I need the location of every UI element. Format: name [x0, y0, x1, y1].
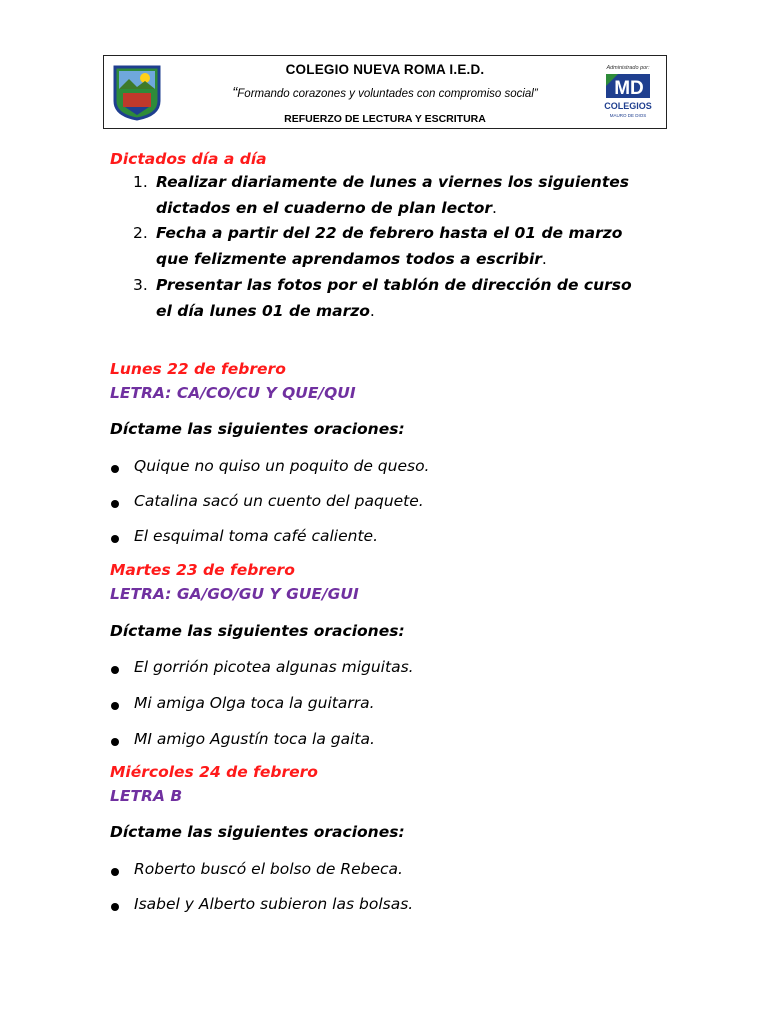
bullet-icon — [111, 465, 119, 473]
intro-item-3-period: . — [369, 302, 375, 320]
logo-top-text: Administrado por: — [606, 65, 650, 71]
intro-item-3-line2 — [156, 302, 375, 320]
intro-item-2-period: . — [541, 250, 547, 268]
sentence-text: Catalina sacó un cuento del paquete. — [134, 492, 424, 510]
intro-item-2-line2 — [156, 250, 547, 268]
intro-item-3-line2-text: el día lunes 01 de marzo — [156, 302, 370, 320]
motto-close-quote: ” — [533, 88, 538, 100]
bullet-icon — [111, 666, 119, 674]
intro-item-1-number: 1. — [133, 173, 148, 191]
school-name: COLEGIO NUEVA ROMA I.E.D. — [285, 62, 485, 77]
day-1-title: Lunes 22 de febrero — [110, 360, 286, 378]
day-1-letter: LETRA: CA/CO/CU Y QUE/QUI — [110, 384, 356, 402]
motto-open-quote: “ — [232, 84, 238, 101]
bullet-icon — [111, 500, 119, 508]
intro-item-3-line1: Presentar las fotos por el tablón de dirección de curso — [156, 276, 632, 294]
intro-item-3-number: 3. — [133, 276, 148, 294]
motto-text: Formando corazones y voluntades con compromiso social — [237, 88, 534, 100]
day-2-letter: LETRA: GA/GO/GU Y GUE/GUI — [110, 585, 359, 603]
bullet-icon — [111, 903, 119, 911]
intro-item-2-line1: Fecha a partir del 22 de febrero hasta el 01 de marzo — [156, 224, 623, 242]
day-3-letter: LETRA B — [110, 787, 183, 805]
sentence-text: El gorrión picotea algunas miguitas. — [134, 658, 414, 676]
document-header — [103, 55, 667, 129]
logo-sub: MAURO DE DIOS — [609, 113, 647, 118]
day-2-prompt: Díctame las siguientes oraciones: — [110, 622, 405, 640]
sentence-text: El esquimal toma café caliente. — [134, 527, 378, 545]
intro-item-1-line2 — [156, 199, 497, 217]
sentence-text: Roberto buscó el bolso de Rebeca. — [134, 860, 403, 878]
intro-item-1-period: . — [492, 199, 497, 217]
colegios-md-logo — [598, 62, 658, 124]
sentence-text: Mi amiga Olga toca la guitarra. — [134, 694, 375, 712]
intro-item-1-line2-text: dictados en el cuaderno de plan lector — [156, 199, 493, 217]
intro-item-2-line2-text: que felizmente aprendamos todos a escribir — [156, 250, 542, 268]
intro-title: Dictados día a día — [110, 150, 267, 168]
bullet-icon — [111, 702, 119, 710]
bullet-icon — [111, 535, 119, 543]
school-motto — [104, 84, 666, 101]
sentence-text: MI amigo Agustín toca la gaita. — [134, 730, 375, 748]
day-3-prompt: Díctame las siguientes oraciones: — [110, 823, 405, 841]
day-1-prompt: Díctame las siguientes oraciones: — [110, 420, 405, 438]
sentence-text: Quique no quiso un poquito de queso. — [134, 457, 430, 475]
bullet-icon — [111, 738, 119, 746]
subject-title: REFUERZO DE LECTURA Y ESCRITURA — [284, 113, 486, 125]
logo-mark: MD — [614, 78, 644, 99]
day-2-title: Martes 23 de febrero — [110, 561, 295, 579]
day-3-title: Miércoles 24 de febrero — [110, 763, 318, 781]
intro-item-2-number: 2. — [133, 224, 148, 242]
bullet-icon — [111, 868, 119, 876]
sentence-text: Isabel y Alberto subieron las bolsas. — [134, 895, 414, 913]
intro-item-1-line1: Realizar diariamente de lunes a viernes los siguientes — [156, 173, 629, 191]
logo-name: COLEGIOS — [604, 101, 652, 111]
